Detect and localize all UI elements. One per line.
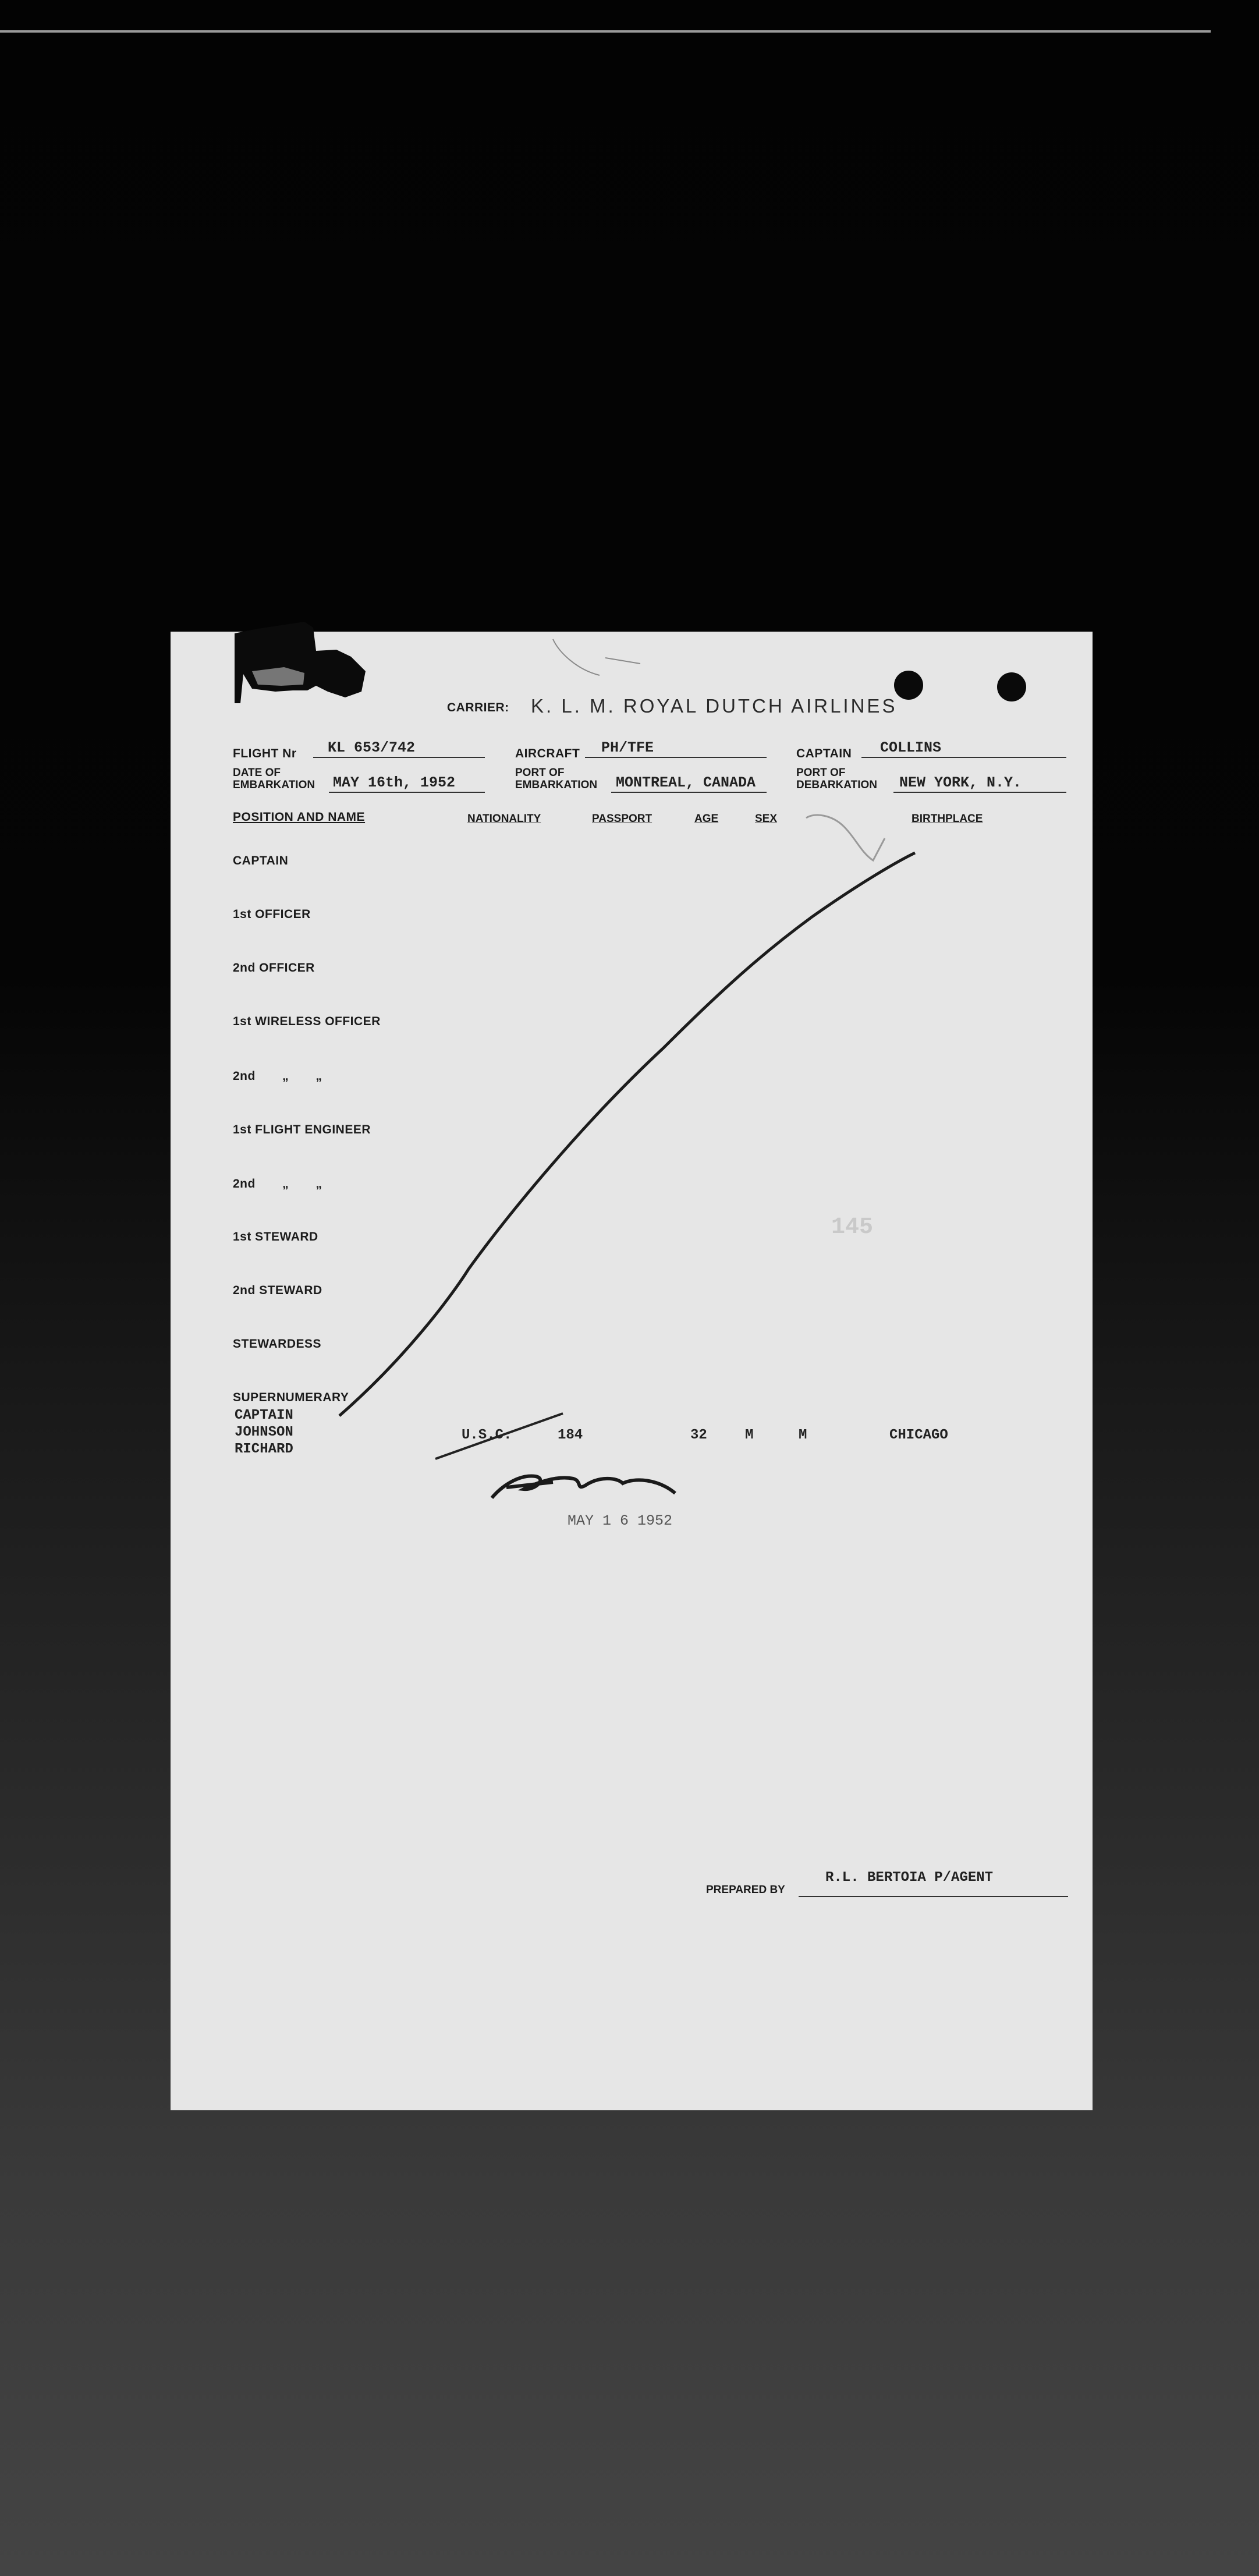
col-position-name: POSITION AND NAME: [233, 810, 366, 824]
entry-passport: 184: [558, 1427, 583, 1443]
date-stamp: MAY 1 6 1952: [568, 1512, 673, 1529]
port-emb-label-1: PORT OF: [515, 767, 565, 779]
captain-value: COLLINS: [880, 739, 942, 756]
entry-name-line-2: JOHNSON: [235, 1425, 293, 1440]
entry-name-line-3: RICHARD: [235, 1441, 293, 1457]
entry-sex: M: [745, 1427, 754, 1443]
nationality-cross-out: [435, 1413, 563, 1459]
inspector-signature: [492, 1476, 675, 1498]
port-deb-value: NEW YORK, N.Y.: [899, 774, 1022, 791]
entry-age: 32: [690, 1427, 707, 1443]
aircraft-label: AIRCRAFT: [515, 747, 580, 760]
page-stamp-number: 145: [831, 1214, 874, 1241]
position-stewardess: STEWARDESS: [233, 1337, 322, 1351]
date-label-2: EMBARKATION: [233, 779, 315, 791]
carrier-value: K. L. M. ROYAL DUTCH AIRLINES: [531, 695, 898, 717]
position-1st-wireless-officer: 1st WIRELESS OFFICER: [233, 1015, 381, 1028]
col-birthplace: BIRTHPLACE: [912, 813, 983, 825]
position-1st-officer: 1st OFFICER: [233, 908, 311, 921]
entry-birthplace: CHICAGO: [889, 1427, 948, 1443]
position-2nd-flight-engineer: 2nd „ „: [233, 1177, 322, 1190]
birthplace-smudge: [806, 815, 885, 860]
date-value: MAY 16th, 1952: [333, 774, 456, 791]
position-2nd-officer: 2nd OFFICER: [233, 961, 315, 975]
position-1st-steward: 1st STEWARD: [233, 1230, 318, 1243]
col-nationality: NATIONALITY: [467, 813, 541, 825]
port-deb-label-1: PORT OF: [796, 767, 846, 779]
captain-label: CAPTAIN: [796, 747, 852, 760]
port-emb-value: MONTREAL, CANADA: [616, 774, 756, 791]
flight-value: KL 653/742: [328, 739, 416, 756]
position-2nd-wireless: 2nd „ „: [233, 1069, 322, 1083]
position-1st-flight-engineer: 1st FLIGHT ENGINEER: [233, 1123, 371, 1136]
position-captain: CAPTAIN: [233, 854, 289, 867]
port-emb-label-2: EMBARKATION: [515, 779, 598, 791]
carrier-label: CARRIER:: [447, 701, 509, 714]
col-sex: SEX: [755, 813, 778, 825]
prepared-value: R.L. BERTOIA P/AGENT: [825, 1870, 994, 1886]
top-stamp-smudge: [553, 639, 640, 675]
port-deb-label-2: DEBARKATION: [796, 779, 877, 791]
date-label-1: DATE OF: [233, 767, 281, 779]
diagonal-strike-line: [339, 853, 915, 1416]
flight-label: FLIGHT Nr: [233, 747, 297, 760]
aircraft-value: PH/TFE: [601, 739, 654, 756]
col-age: AGE: [694, 813, 719, 825]
entry-extra: M: [799, 1427, 807, 1443]
entry-nationality: U.S.C.: [462, 1427, 512, 1443]
col-passport: PASSPORT: [592, 813, 652, 825]
prepared-label: PREPARED BY: [706, 1884, 785, 1896]
entry-name-line-1: CAPTAIN: [235, 1408, 293, 1423]
position-supernumerary: SUPERNUMERARY: [233, 1391, 349, 1404]
position-2nd-steward: 2nd STEWARD: [233, 1284, 322, 1297]
